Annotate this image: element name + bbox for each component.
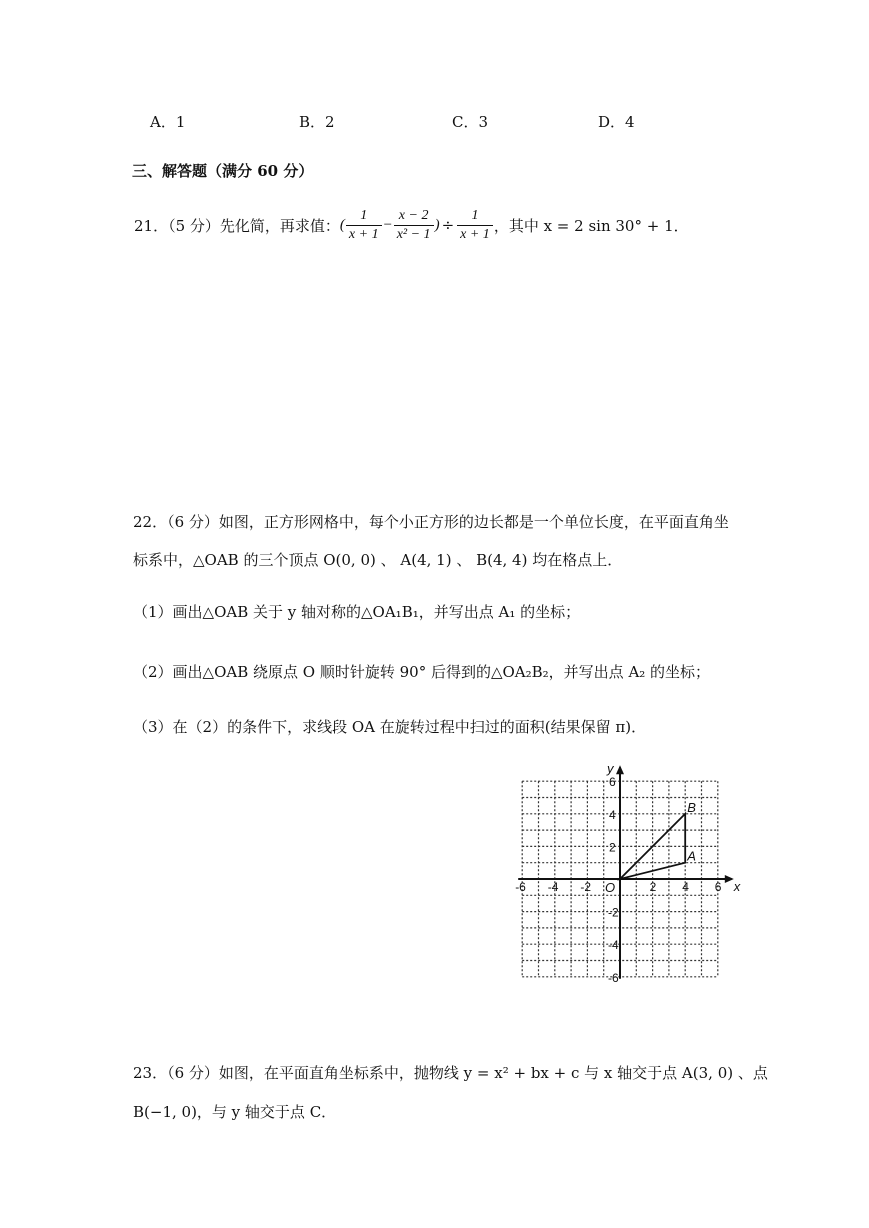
q21-open-paren: ( (339, 216, 345, 233)
x-tick-label: -2 (580, 880, 592, 894)
q23-line-2: B(−1, 0)，与 y 轴交于点 C． (133, 1103, 337, 1121)
q21-fraction-1 (346, 207, 382, 244)
coordinate-grid-figure (505, 755, 745, 990)
q22-part-2: （2）画出△OAB 绕原点 O 顺时针旋转 90° 后得到的△OA₂B₂，并写出点 A₂ 的坐标； (133, 663, 711, 681)
q21-fraction-3 (457, 207, 493, 244)
x-tick-label: 2 (649, 880, 657, 894)
y-axis-label: y (607, 761, 614, 777)
y-tick-label: -6 (608, 970, 619, 985)
q21-frac1-denominator: x + 1 (348, 226, 379, 242)
x-tick-label: -6 (515, 880, 526, 894)
x-tick-label: 4 (682, 880, 689, 894)
y-axis-arrow-icon (616, 765, 624, 774)
choice-a: A．1 (150, 113, 186, 131)
choice-d: D．4 (598, 113, 635, 131)
q22-part-3: （3）在（2）的条件下，求线段 OA 在旋转过程中扫过的面积(结果保留 π)． (133, 718, 647, 736)
q21-frac3-numerator: 1 (457, 207, 493, 226)
q21-divide: ÷ (441, 216, 455, 234)
y-tick-label: 2 (609, 840, 616, 855)
q21-fraction-2 (394, 207, 434, 244)
q21-formula (134, 203, 689, 247)
q21-frac3-denominator: x + 1 (460, 226, 490, 242)
q21-frac2-numerator: x − 2 (394, 207, 434, 226)
y-tick-label: -4 (608, 938, 619, 953)
choice-b: B．2 (299, 113, 335, 131)
q21-suffix: ，其中 x = 2 sin 30° + 1． (493, 216, 689, 235)
q22-line-2: 标系中，△OAB 的三个顶点 O(0, 0) 、 A(4, 1) 、 B(4, 4) 均在格点上． (133, 551, 623, 569)
q22-part-1: （1）画出△OAB 关于 y 轴对称的△OA₁B₁，并写出点 A₁ 的坐标； (133, 603, 581, 621)
q21-prefix: 21．（5 分）先化简，再求值： (134, 216, 340, 235)
x-axis-arrow-icon (725, 875, 734, 883)
q23-line-1: 23．（6 分）如图，在平面直角坐标系中，抛物线 y = x² + bx + c 与 x 轴交于点 A(3, 0) 、点 (133, 1064, 768, 1082)
origin-label: O (605, 880, 616, 895)
q21-minus: − (382, 216, 393, 233)
q21-frac2-denominator: x² − 1 (396, 226, 431, 242)
x-tick-label: 6 (714, 880, 722, 894)
q21-close-paren: ) (434, 216, 440, 233)
x-tick-label: -4 (547, 880, 559, 894)
choice-c: C．3 (452, 113, 489, 131)
point-a-label: A (687, 848, 696, 864)
y-tick-label: 6 (609, 775, 616, 790)
point-b-label: B (687, 799, 696, 815)
section-title: 三、解答题（满分 60 分） (132, 162, 314, 180)
x-axis-label: x (733, 879, 741, 894)
y-tick-label: -2 (608, 905, 619, 920)
y-tick-label: 4 (609, 807, 616, 822)
q21-frac1-numerator: 1 (346, 207, 382, 226)
q22-line-1: 22．（6 分）如图，正方形网格中，每个小正方形的边长都是一个单位长度，在平面直角坐 (133, 513, 729, 531)
